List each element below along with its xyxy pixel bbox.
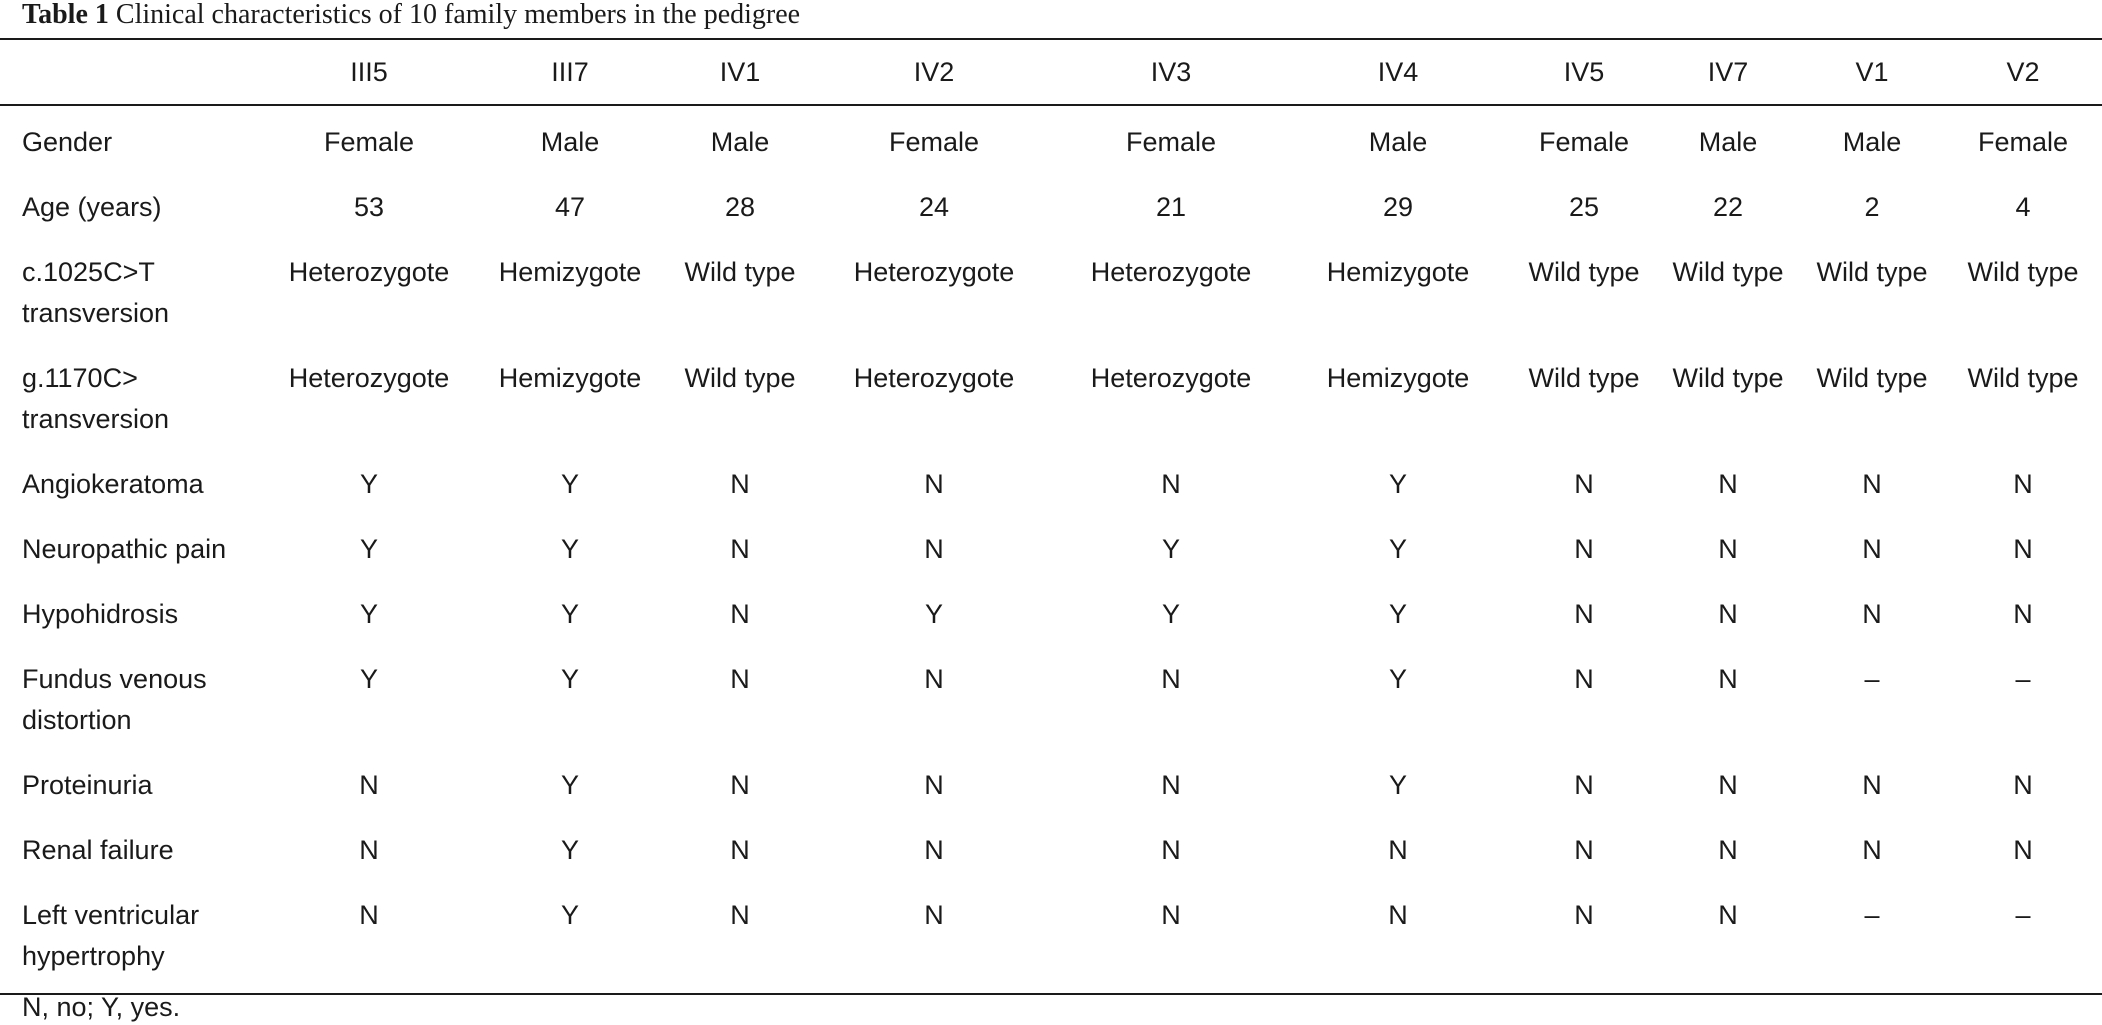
- table-row: [0, 529, 2102, 594]
- table-cell: Male: [1368, 127, 1428, 157]
- table-cell: N: [730, 900, 750, 930]
- table-cell: N: [1718, 900, 1738, 930]
- table-cell: Y: [359, 469, 378, 499]
- column-header: V2: [2006, 56, 2040, 87]
- table-cell: Y: [560, 900, 579, 930]
- table-cell: 21: [1155, 192, 1187, 222]
- table-cell: N: [1388, 900, 1408, 930]
- table-cell: Y: [359, 534, 378, 564]
- table-cell: 28: [724, 192, 756, 222]
- column-header: IV7: [1707, 56, 1749, 87]
- header-corner-cell: [0, 39, 268, 105]
- column-header: IV4: [1377, 56, 1419, 87]
- table-cell: Male: [1698, 127, 1758, 157]
- table-cell: Heterozygote: [853, 363, 1015, 393]
- row-label: Neuropathic pain: [22, 534, 227, 564]
- table-cell: Y: [924, 599, 943, 629]
- table-caption: [22, 0, 800, 38]
- table-cell: Y: [560, 599, 579, 629]
- table-cell: N: [1574, 599, 1594, 629]
- table-cell: Y: [1388, 469, 1407, 499]
- table-cell: Hemizygote: [1326, 257, 1470, 287]
- row-label: Renal failure: [22, 835, 174, 865]
- table-cell: N: [1862, 770, 1882, 800]
- table-cell: N: [730, 664, 750, 694]
- table-cell: 22: [1712, 192, 1744, 222]
- table-cell: N: [730, 599, 750, 629]
- table-cell: Female: [1538, 127, 1630, 157]
- table-cell: –: [1864, 664, 1880, 694]
- table-header-row: [0, 39, 2102, 105]
- table-cell: N: [2013, 469, 2033, 499]
- table-cell: N: [730, 469, 750, 499]
- table-cell: N: [2013, 835, 2033, 865]
- table-cell: N: [1862, 534, 1882, 564]
- table-cell: N: [1862, 835, 1882, 865]
- table-cell: N: [1161, 835, 1181, 865]
- column-header: IV5: [1563, 56, 1605, 87]
- table-cell: –: [2015, 664, 2031, 694]
- table-cell: N: [1161, 900, 1181, 930]
- table-cell: Female: [888, 127, 980, 157]
- table-cell: N: [1718, 534, 1738, 564]
- table-cell: 24: [918, 192, 950, 222]
- row-label: Hypohidrosis: [22, 599, 179, 629]
- table-cell: Wild type: [1672, 257, 1784, 287]
- table-row: [0, 252, 2102, 358]
- table-cell: N: [1574, 900, 1594, 930]
- table-cell: N: [1574, 835, 1594, 865]
- table-cell: N: [359, 770, 379, 800]
- table-cell: Male: [540, 127, 600, 157]
- table-cell: Y: [1388, 599, 1407, 629]
- table-cell: N: [1574, 469, 1594, 499]
- table-cell: N: [924, 835, 944, 865]
- column-header: IV2: [913, 56, 955, 87]
- table-cell: Y: [1388, 534, 1407, 564]
- table-cell: Heterozygote: [1090, 363, 1252, 393]
- column-header: III7: [551, 56, 589, 87]
- table-cell: Y: [560, 770, 579, 800]
- table-cell: N: [1718, 469, 1738, 499]
- table-cell: Y: [1388, 664, 1407, 694]
- table-cell: N: [1388, 835, 1408, 865]
- table-row: [0, 765, 2102, 830]
- table-row: [0, 830, 2102, 895]
- table-cell: 2: [1864, 192, 1880, 222]
- table-cell: Female: [1125, 127, 1217, 157]
- table-cell: Female: [1977, 127, 2069, 157]
- table-caption-label: Table 1: [22, 0, 109, 30]
- column-header: III5: [350, 56, 388, 87]
- table-cell: N: [924, 770, 944, 800]
- table-cell: Heterozygote: [853, 257, 1015, 287]
- table-cell: N: [1574, 664, 1594, 694]
- table-cell: N: [2013, 770, 2033, 800]
- table-cell: Wild type: [1528, 363, 1640, 393]
- table-cell: N: [1574, 534, 1594, 564]
- table-cell: Y: [1161, 534, 1180, 564]
- table-cell: N: [1862, 599, 1882, 629]
- table-cell: Wild type: [1816, 257, 1928, 287]
- table-row: [0, 464, 2102, 529]
- table-cell: Y: [1161, 599, 1180, 629]
- clinical-characteristics-table: [0, 38, 2102, 995]
- table-cell: Y: [359, 664, 378, 694]
- table-cell: Y: [560, 534, 579, 564]
- table-cell: Wild type: [1528, 257, 1640, 287]
- table-cell: N: [1574, 770, 1594, 800]
- table-cell: N: [924, 534, 944, 564]
- table-cell: 53: [353, 192, 385, 222]
- table-cell: Y: [560, 469, 579, 499]
- table-cell: 4: [2015, 192, 2031, 222]
- column-header: IV3: [1150, 56, 1192, 87]
- row-label: Proteinuria: [22, 770, 153, 800]
- table-cell: N: [1718, 835, 1738, 865]
- table-cell: 29: [1382, 192, 1414, 222]
- row-label: Gender: [22, 127, 113, 157]
- table-cell: Male: [1842, 127, 1902, 157]
- table-cell: Heterozygote: [1090, 257, 1252, 287]
- table-cell: N: [2013, 534, 2033, 564]
- table-cell: N: [1862, 469, 1882, 499]
- table-footnote: N, no; Y, yes.: [22, 992, 181, 1022]
- table-cell: 25: [1568, 192, 1600, 222]
- table-row: [0, 895, 2102, 994]
- table-cell: N: [730, 770, 750, 800]
- table-cell: N: [730, 835, 750, 865]
- table-cell: N: [924, 664, 944, 694]
- table-row: [0, 358, 2102, 464]
- table-cell: Female: [323, 127, 415, 157]
- table-cell: N: [730, 534, 750, 564]
- table-cell: Y: [1388, 770, 1407, 800]
- table-cell: Wild type: [1967, 257, 2079, 287]
- row-label: g.1170C> transversion: [22, 363, 170, 434]
- table-cell: N: [359, 835, 379, 865]
- table-cell: Male: [710, 127, 770, 157]
- table-cell: Wild type: [1967, 363, 2079, 393]
- table-cell: N: [1161, 770, 1181, 800]
- table-row: [0, 594, 2102, 659]
- table-row: [0, 187, 2102, 252]
- table-cell: N: [1718, 599, 1738, 629]
- table-cell: Hemizygote: [498, 257, 642, 287]
- row-label: c.1025C>T transversion: [22, 257, 170, 328]
- table-cell: Heterozygote: [288, 257, 450, 287]
- table-cell: –: [1864, 900, 1880, 930]
- table-cell: N: [1161, 664, 1181, 694]
- table-cell: Hemizygote: [498, 363, 642, 393]
- table-row: [0, 659, 2102, 765]
- table-cell: Wild type: [1816, 363, 1928, 393]
- row-label: Fundus venous distortion: [22, 664, 207, 735]
- table-row: [0, 105, 2102, 187]
- table-cell: Y: [560, 664, 579, 694]
- table-cell: Wild type: [684, 363, 796, 393]
- table-cell: 47: [554, 192, 586, 222]
- table-cell: –: [2015, 900, 2031, 930]
- table-cell: Heterozygote: [288, 363, 450, 393]
- table-cell: N: [1718, 770, 1738, 800]
- row-label: Angiokeratoma: [22, 469, 204, 499]
- table-cell: Y: [560, 835, 579, 865]
- table-cell: Hemizygote: [1326, 363, 1470, 393]
- table-cell: Wild type: [684, 257, 796, 287]
- table-cell: N: [2013, 599, 2033, 629]
- table-cell: N: [359, 900, 379, 930]
- row-label: Left ventricular hypertrophy: [22, 900, 200, 971]
- table-cell: Y: [359, 599, 378, 629]
- table-cell: N: [1161, 469, 1181, 499]
- row-label: Age (years): [22, 192, 162, 222]
- column-header: V1: [1855, 56, 1889, 87]
- table-caption-text: Clinical characteristics of 10 family members in the pedigree: [115, 0, 801, 30]
- table-cell: N: [1718, 664, 1738, 694]
- table-cell: N: [924, 469, 944, 499]
- table-cell: N: [924, 900, 944, 930]
- column-header: IV1: [719, 56, 761, 87]
- table-cell: Wild type: [1672, 363, 1784, 393]
